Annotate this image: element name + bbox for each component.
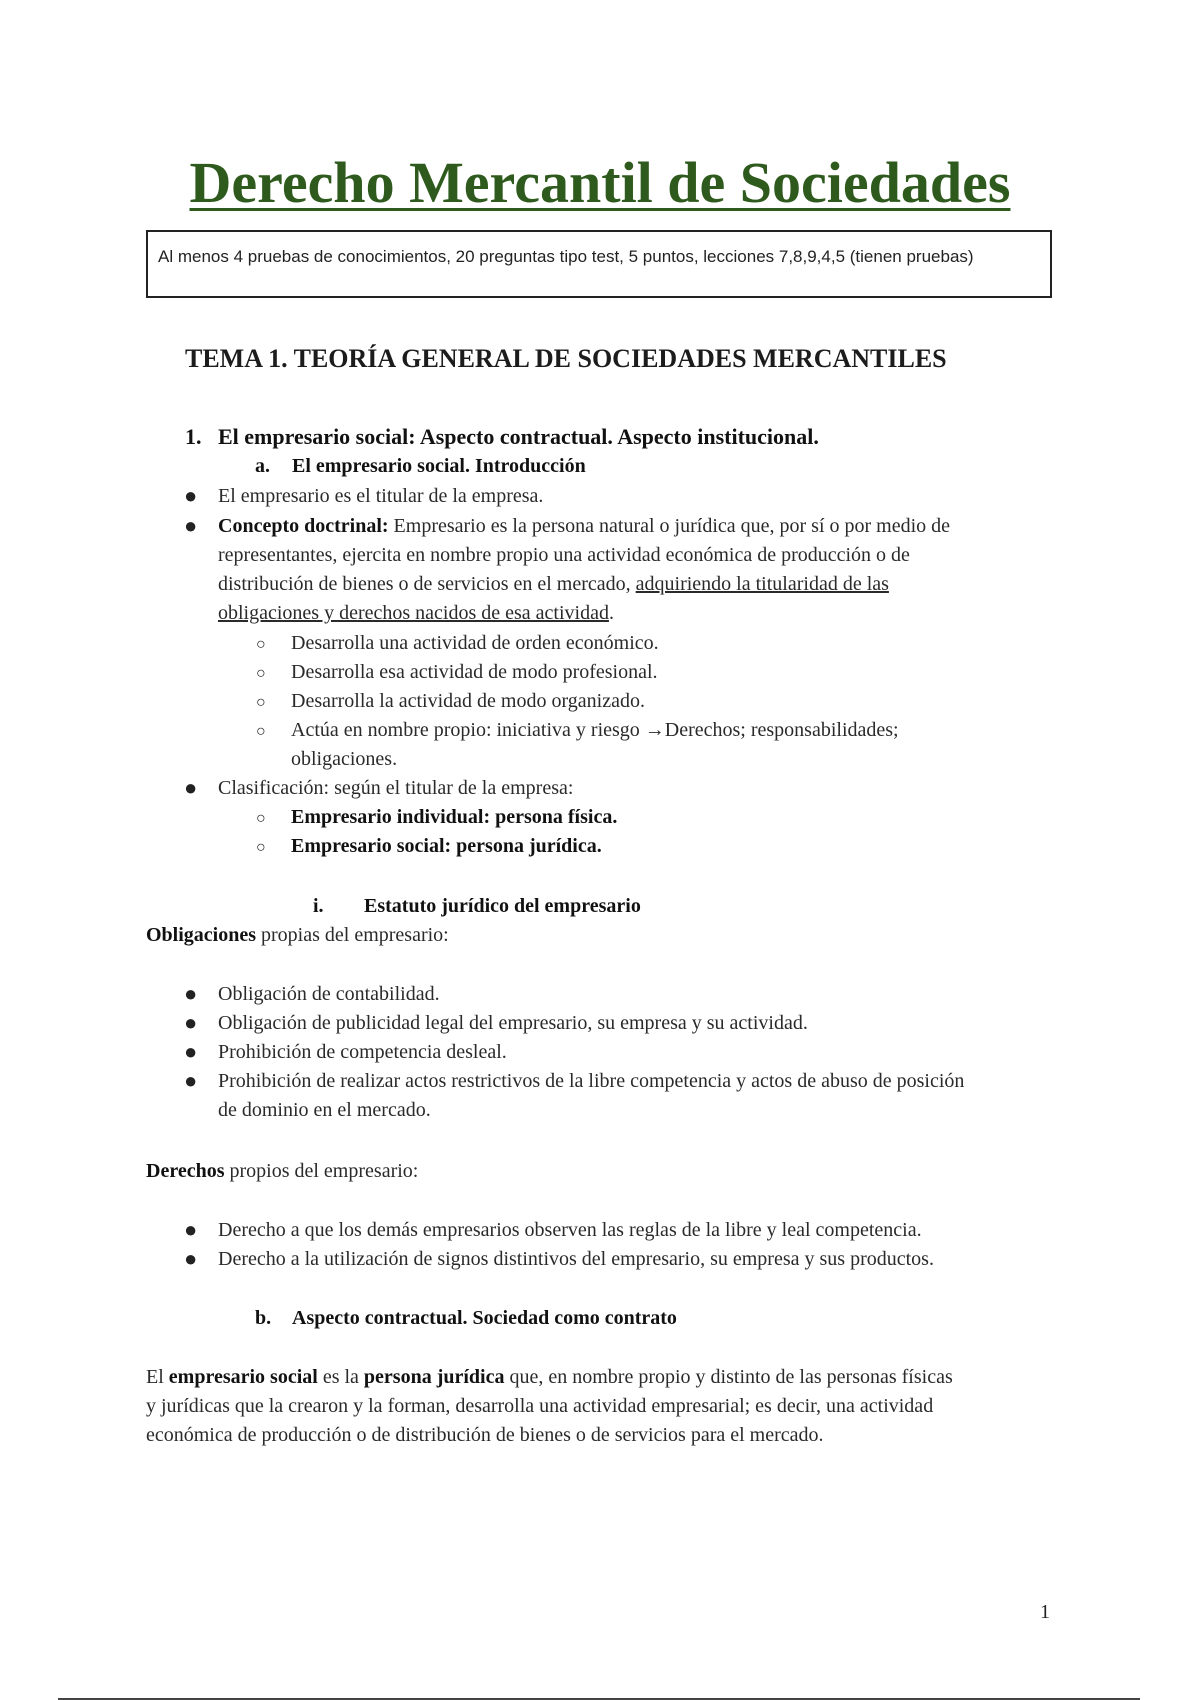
- obligacion-contabilidad: Obligación de contabilidad.: [218, 983, 440, 1005]
- circle-bullet-icon: ○: [256, 694, 266, 711]
- bullet-icon: ●: [184, 775, 198, 800]
- sub-b-letter: b.: [255, 1307, 272, 1329]
- sub-a-letter: a.: [255, 455, 270, 477]
- obligacion-actos-restrictivos-line1: Prohibición de realizar actos restrictivos de la libre competencia y actos de abuso de posición: [218, 1070, 965, 1092]
- tema-heading: TEMA 1. TEORÍA GENERAL DE SOCIEDADES MERCANTILES: [185, 344, 947, 373]
- bullet-icon: ●: [184, 1246, 198, 1271]
- sub-bullet-nombre-propio-line2: obligaciones.: [291, 748, 398, 770]
- bullet-icon: ●: [184, 1010, 198, 1035]
- concepto-doctrinal-line3: distribución de bienes o de servicios en el mercado, adquiriendo la titularidad de las: [218, 573, 889, 595]
- concepto-doctrinal-line4: obligaciones y derechos nacidos de esa actividad.: [218, 602, 614, 624]
- obligacion-publicidad: Obligación de publicidad legal del empresario, su empresa y su actividad.: [218, 1012, 808, 1034]
- derecho-signos-distintivos: Derecho a la utilización de signos distintivos del empresario, su empresa y sus productos.: [218, 1248, 934, 1270]
- final-paragraph-line2: y jurídicas que la crearon y la forman, desarrolla una actividad empresarial; es decir, una actividad: [146, 1395, 934, 1417]
- sub-bullet-economico: Desarrolla una actividad de orden económico.: [291, 632, 659, 654]
- note-box: Al menos 4 pruebas de conocimientos, 20 preguntas tipo test, 5 puntos, lecciones 7,8,9,4,5 (tienen pruebas): [146, 230, 1052, 298]
- derechos-intro: Derechos propios del empresario:: [146, 1160, 419, 1182]
- obligacion-actos-restrictivos-line2: de dominio en el mercado.: [218, 1099, 431, 1121]
- clasificacion-text: Clasificación: según el titular de la empresa:: [218, 777, 574, 799]
- final-paragraph-line1: El empresario social es la persona jurídica que, en nombre propio y distinto de las personas físicas: [146, 1366, 953, 1388]
- sub-bullet-nombre-propio-line1: Actúa en nombre propio: iniciativa y riesgo →Derechos; responsabilidades;: [291, 719, 899, 741]
- clasificacion-individual: Empresario individual: persona física.: [291, 806, 618, 828]
- bullet-icon: ●: [184, 513, 198, 538]
- sub-a-heading: El empresario social. Introducción: [292, 455, 586, 477]
- bullet-empresario-titular: El empresario es el titular de la empresa.: [218, 485, 544, 507]
- circle-bullet-icon: ○: [256, 636, 266, 653]
- final-paragraph-line3: económica de producción o de distribución de bienes o de servicios para el mercado.: [146, 1424, 824, 1446]
- clasificacion-social: Empresario social: persona jurídica.: [291, 835, 602, 857]
- sub-bullet-profesional: Desarrolla esa actividad de modo profesional.: [291, 661, 658, 683]
- concepto-doctrinal-line2: representantes, ejercita en nombre propio una actividad económica de producción o de: [218, 544, 910, 566]
- bullet-icon: ●: [184, 1039, 198, 1064]
- circle-bullet-icon: ○: [256, 810, 266, 827]
- sub-i-number: i.: [313, 895, 324, 917]
- obligacion-competencia-desleal: Prohibición de competencia desleal.: [218, 1041, 507, 1063]
- bullet-icon: ●: [184, 1068, 198, 1093]
- sub-b-heading: Aspecto contractual. Sociedad como contrato: [292, 1307, 677, 1329]
- circle-bullet-icon: ○: [256, 839, 266, 856]
- section-1-heading: El empresario social: Aspecto contractual. Aspecto institucional.: [218, 424, 819, 449]
- derecho-competencia: Derecho a que los demás empresarios observen las reglas de la libre y leal competencia.: [218, 1219, 922, 1241]
- page-title: Derecho Mercantil de Sociedades: [189, 150, 1011, 215]
- concepto-doctrinal-line1: Concepto doctrinal: Empresario es la persona natural o jurídica que, por sí o por medio de: [218, 515, 951, 537]
- section-1-number: 1.: [185, 424, 202, 449]
- bullet-icon: ●: [184, 981, 198, 1006]
- bullet-icon: ●: [184, 1217, 198, 1242]
- circle-bullet-icon: ○: [256, 665, 266, 682]
- obligaciones-intro: Obligaciones propias del empresario:: [146, 924, 449, 946]
- sub-bullet-organizado: Desarrolla la actividad de modo organizado.: [291, 690, 645, 712]
- sub-i-heading: Estatuto jurídico del empresario: [364, 895, 641, 917]
- bullet-icon: ●: [184, 483, 198, 508]
- page-number: 1: [1040, 1601, 1050, 1623]
- circle-bullet-icon: ○: [256, 723, 266, 740]
